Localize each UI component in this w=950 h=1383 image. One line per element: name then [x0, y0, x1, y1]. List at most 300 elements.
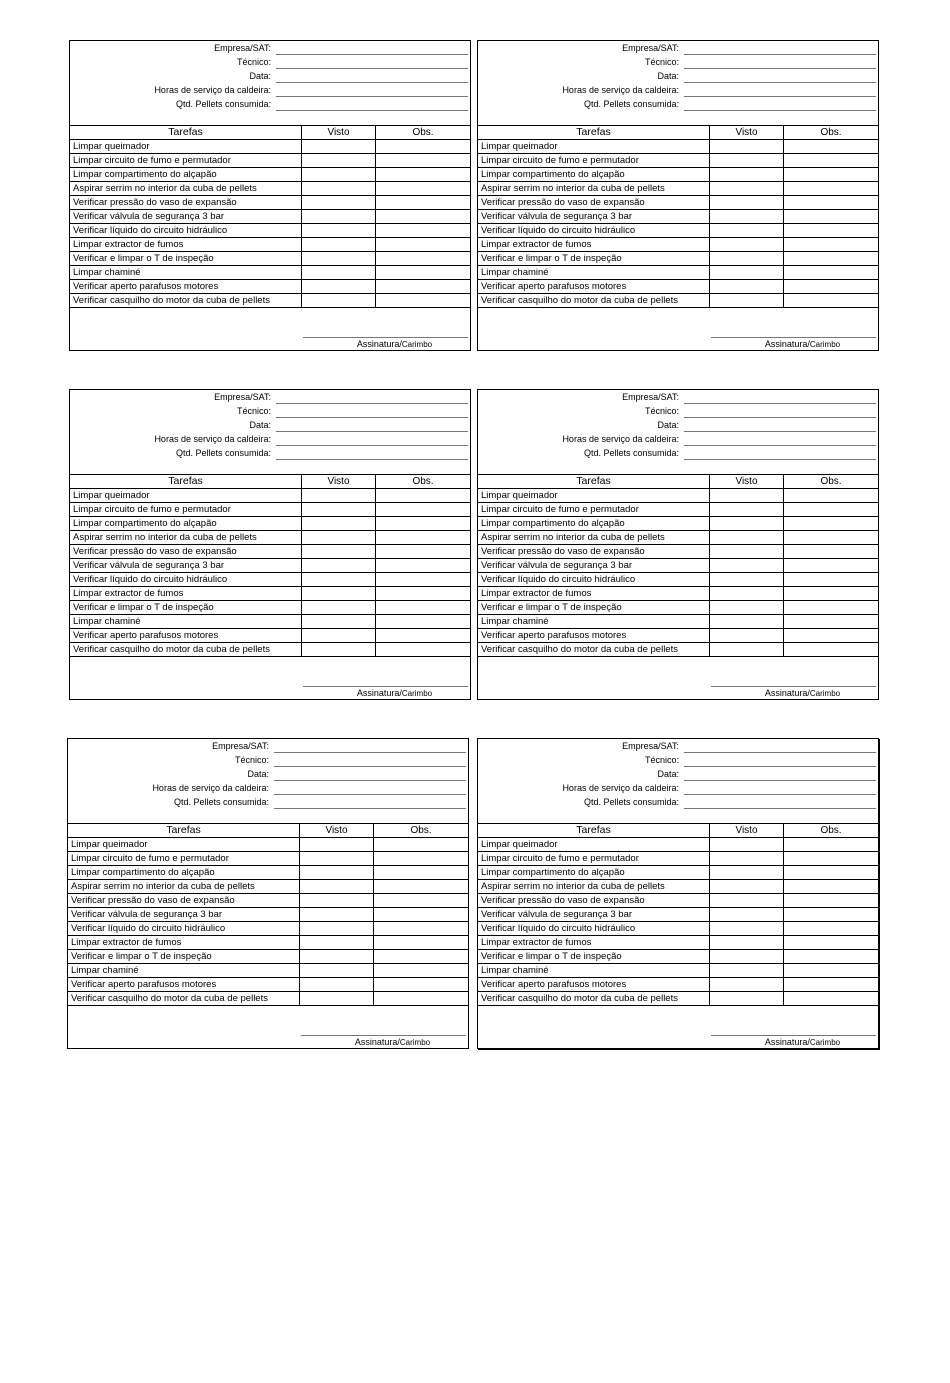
task-checked-cell[interactable]: [302, 280, 376, 294]
task-row: [70, 615, 470, 629]
task-notes-cell[interactable]: [376, 587, 471, 601]
task-row: [478, 852, 878, 866]
task-notes-cell[interactable]: [784, 643, 879, 657]
task-notes-cell[interactable]: [376, 615, 471, 629]
task-checked-cell[interactable]: [710, 894, 784, 908]
task-name: Limpar extractor de fumos: [70, 238, 302, 252]
task-checked-cell[interactable]: [300, 908, 374, 922]
task-checked-cell[interactable]: [710, 950, 784, 964]
task-name: Verificar aperto parafusos motores: [478, 978, 710, 992]
task-notes-cell[interactable]: [784, 517, 879, 531]
task-notes-cell[interactable]: [784, 140, 879, 154]
task-checked-cell[interactable]: [710, 280, 784, 294]
task-name: Limpar circuito de fumo e permutador: [478, 852, 710, 866]
task-notes-cell[interactable]: [784, 978, 879, 992]
task-row: [70, 643, 470, 657]
column-header-tasks: Tarefas: [478, 475, 710, 489]
task-row: [478, 545, 878, 559]
task-notes-cell[interactable]: [374, 964, 469, 978]
signature-text: Assinatura/: [356, 339, 402, 349]
task-notes-cell[interactable]: [376, 210, 471, 224]
fill-in-line[interactable]: [276, 82, 468, 83]
task-checked-cell[interactable]: [710, 545, 784, 559]
task-notes-cell[interactable]: [376, 196, 471, 210]
field-pellets: [478, 447, 878, 461]
task-checked-cell[interactable]: [300, 922, 374, 936]
task-checked-cell[interactable]: [710, 294, 784, 308]
task-notes-cell[interactable]: [784, 629, 879, 643]
field-label: Técnico:: [644, 57, 679, 67]
task-checked-cell[interactable]: [302, 517, 376, 531]
signature-label: [303, 688, 468, 698]
fill-in-line[interactable]: [684, 794, 876, 795]
task-checked-cell[interactable]: [710, 866, 784, 880]
field-empresa: [478, 391, 878, 405]
task-checked-cell[interactable]: [710, 182, 784, 196]
fill-in-line[interactable]: [684, 766, 876, 767]
field-horas: [68, 782, 468, 796]
task-name: Verificar e limpar o T de inspeção: [70, 601, 302, 615]
task-notes-cell[interactable]: [784, 587, 879, 601]
task-row: [68, 866, 468, 880]
column-header-tasks: Tarefas: [478, 824, 710, 838]
task-notes-cell[interactable]: [374, 950, 469, 964]
task-notes-cell[interactable]: [784, 950, 879, 964]
task-row: [478, 964, 878, 978]
task-row: [478, 880, 878, 894]
fill-in-line[interactable]: [684, 54, 876, 55]
task-checked-cell[interactable]: [710, 964, 784, 978]
field-data: [70, 419, 470, 433]
task-notes-cell[interactable]: [376, 168, 471, 182]
task-notes-cell[interactable]: [376, 140, 471, 154]
task-notes-cell[interactable]: [784, 280, 879, 294]
field-label: Horas de serviço da caldeira:: [562, 434, 679, 444]
task-notes-cell[interactable]: [374, 894, 469, 908]
task-row: [478, 615, 878, 629]
signature-line[interactable]: [711, 337, 876, 338]
task-name: Verificar casquilho do motor da cuba de pellets: [70, 643, 302, 657]
task-checked-cell[interactable]: [710, 978, 784, 992]
task-name: Verificar líquido do circuito hidráulico: [70, 573, 302, 587]
task-name: Verificar válvula de segurança 3 bar: [478, 908, 710, 922]
signature-line[interactable]: [711, 686, 876, 687]
task-notes-cell[interactable]: [376, 266, 471, 280]
task-checked-cell[interactable]: [300, 852, 374, 866]
stamp-text: Carimbo: [809, 340, 841, 349]
task-checked-cell[interactable]: [302, 629, 376, 643]
task-checked-cell[interactable]: [710, 489, 784, 503]
field-tecnico: [478, 56, 878, 70]
field-label: Empresa/SAT:: [214, 392, 271, 402]
field-label: Horas de serviço da caldeira:: [154, 85, 271, 95]
task-checked-cell[interactable]: [302, 238, 376, 252]
task-checked-cell[interactable]: [300, 894, 374, 908]
signature-line[interactable]: [303, 337, 468, 338]
task-name: Verificar casquilho do motor da cuba de pellets: [478, 643, 710, 657]
task-notes-cell[interactable]: [784, 838, 879, 852]
task-row: [68, 950, 468, 964]
task-checked-cell[interactable]: [710, 266, 784, 280]
task-notes-cell[interactable]: [784, 238, 879, 252]
field-empresa: [70, 42, 470, 56]
task-name: Limpar compartimento do alçapão: [478, 168, 710, 182]
fill-in-line[interactable]: [684, 780, 876, 781]
task-notes-cell[interactable]: [784, 503, 879, 517]
task-notes-cell[interactable]: [374, 838, 469, 852]
field-label: Horas de serviço da caldeira:: [152, 783, 269, 793]
task-checked-cell[interactable]: [710, 587, 784, 601]
fill-in-line[interactable]: [274, 780, 466, 781]
fill-in-line[interactable]: [276, 445, 468, 446]
task-checked-cell[interactable]: [710, 559, 784, 573]
field-label: Data:: [657, 420, 679, 430]
field-label: Técnico:: [644, 755, 679, 765]
task-checked-cell[interactable]: [300, 838, 374, 852]
task-checked-cell[interactable]: [302, 489, 376, 503]
task-notes-cell[interactable]: [376, 643, 471, 657]
task-name: Verificar líquido do circuito hidráulico: [68, 922, 300, 936]
task-row: [70, 182, 470, 196]
task-checked-cell[interactable]: [300, 992, 374, 1006]
task-checked-cell[interactable]: [302, 545, 376, 559]
task-notes-cell[interactable]: [784, 294, 879, 308]
task-name: Limpar compartimento do alçapão: [478, 866, 710, 880]
task-checked-cell[interactable]: [710, 880, 784, 894]
field-data: [478, 768, 878, 782]
tasks-header-row: [478, 475, 878, 489]
task-notes-cell[interactable]: [376, 238, 471, 252]
task-notes-cell[interactable]: [376, 252, 471, 266]
fill-in-line[interactable]: [684, 417, 876, 418]
field-horas: [70, 433, 470, 447]
task-notes-cell[interactable]: [376, 154, 471, 168]
task-name: Limpar compartimento do alçapão: [70, 168, 302, 182]
fill-in-line[interactable]: [274, 752, 466, 753]
task-checked-cell[interactable]: [710, 196, 784, 210]
fill-in-line[interactable]: [684, 752, 876, 753]
task-notes-cell[interactable]: [376, 280, 471, 294]
task-row: [68, 992, 468, 1006]
task-checked-cell[interactable]: [302, 266, 376, 280]
task-notes-cell[interactable]: [376, 629, 471, 643]
column-header-checked: Visto: [710, 126, 784, 140]
task-notes-cell[interactable]: [784, 894, 879, 908]
fill-in-line[interactable]: [684, 459, 876, 460]
fill-in-line[interactable]: [274, 794, 466, 795]
field-pellets: [70, 98, 470, 112]
fill-in-line[interactable]: [276, 54, 468, 55]
task-checked-cell[interactable]: [710, 224, 784, 238]
signature-line[interactable]: [711, 1035, 876, 1036]
task-notes-cell[interactable]: [784, 866, 879, 880]
fill-in-line[interactable]: [684, 96, 876, 97]
task-notes-cell[interactable]: [784, 573, 879, 587]
task-notes-cell[interactable]: [374, 852, 469, 866]
task-name: Limpar circuito de fumo e permutador: [478, 154, 710, 168]
field-label: Técnico:: [234, 755, 269, 765]
task-notes-cell[interactable]: [784, 964, 879, 978]
task-checked-cell[interactable]: [710, 140, 784, 154]
task-row: [70, 489, 470, 503]
task-notes-cell[interactable]: [374, 866, 469, 880]
field-tecnico: [478, 754, 878, 768]
tasks-header-row: [68, 824, 468, 838]
task-checked-cell[interactable]: [710, 531, 784, 545]
task-checked-cell[interactable]: [302, 224, 376, 238]
task-checked-cell[interactable]: [710, 210, 784, 224]
task-row: [478, 643, 878, 657]
task-name: Verificar casquilho do motor da cuba de pellets: [70, 294, 302, 308]
task-checked-cell[interactable]: [302, 587, 376, 601]
task-notes-cell[interactable]: [784, 182, 879, 196]
signature-label: [711, 339, 876, 349]
task-name: Verificar válvula de segurança 3 bar: [478, 559, 710, 573]
task-checked-cell[interactable]: [300, 964, 374, 978]
task-checked-cell[interactable]: [710, 615, 784, 629]
task-checked-cell[interactable]: [302, 294, 376, 308]
task-name: Limpar chaminé: [70, 615, 302, 629]
field-horas: [70, 84, 470, 98]
task-name: Limpar chaminé: [68, 964, 300, 978]
task-notes-cell[interactable]: [376, 545, 471, 559]
task-checked-cell[interactable]: [302, 615, 376, 629]
task-checked-cell[interactable]: [302, 196, 376, 210]
fill-in-line[interactable]: [684, 808, 876, 809]
task-checked-cell[interactable]: [302, 531, 376, 545]
task-checked-cell[interactable]: [302, 210, 376, 224]
field-label: Data:: [247, 769, 269, 779]
task-row: [478, 573, 878, 587]
task-row: [478, 224, 878, 238]
task-notes-cell[interactable]: [376, 601, 471, 615]
task-notes-cell[interactable]: [784, 531, 879, 545]
fill-in-line[interactable]: [276, 417, 468, 418]
field-pellets: [70, 447, 470, 461]
task-name: Aspirar serrim no interior da cuba de pellets: [70, 182, 302, 196]
task-checked-cell[interactable]: [710, 601, 784, 615]
task-name: Verificar casquilho do motor da cuba de pellets: [478, 294, 710, 308]
task-checked-cell[interactable]: [710, 908, 784, 922]
task-notes-cell[interactable]: [376, 559, 471, 573]
field-data: [70, 70, 470, 84]
task-name: Verificar e limpar o T de inspeção: [70, 252, 302, 266]
task-name: Verificar líquido do circuito hidráulico: [478, 224, 710, 238]
task-checked-cell[interactable]: [302, 140, 376, 154]
task-notes-cell[interactable]: [374, 978, 469, 992]
task-checked-cell[interactable]: [710, 629, 784, 643]
task-notes-cell[interactable]: [374, 922, 469, 936]
task-checked-cell[interactable]: [300, 950, 374, 964]
fill-in-line[interactable]: [684, 431, 876, 432]
task-row: [478, 531, 878, 545]
task-notes-cell[interactable]: [784, 559, 879, 573]
signature-text: Assinatura/: [356, 688, 402, 698]
field-empresa: [70, 391, 470, 405]
task-row: [68, 880, 468, 894]
task-notes-cell[interactable]: [784, 908, 879, 922]
field-label: Data:: [249, 420, 271, 430]
fill-in-line[interactable]: [684, 403, 876, 404]
fill-in-line[interactable]: [274, 766, 466, 767]
task-notes-cell[interactable]: [784, 992, 879, 1006]
task-checked-cell[interactable]: [302, 182, 376, 196]
task-notes-cell[interactable]: [784, 880, 879, 894]
task-checked-cell[interactable]: [302, 643, 376, 657]
task-row: [70, 196, 470, 210]
task-notes-cell[interactable]: [784, 489, 879, 503]
task-notes-cell[interactable]: [376, 224, 471, 238]
field-label: Data:: [249, 71, 271, 81]
task-checked-cell[interactable]: [302, 601, 376, 615]
task-notes-cell[interactable]: [784, 252, 879, 266]
task-name: Limpar queimador: [478, 140, 710, 154]
fill-in-line[interactable]: [684, 110, 876, 111]
task-name: Limpar chaminé: [478, 266, 710, 280]
task-notes-cell[interactable]: [784, 168, 879, 182]
task-notes-cell[interactable]: [376, 294, 471, 308]
task-name: Verificar aperto parafusos motores: [478, 280, 710, 294]
task-row: [70, 559, 470, 573]
fill-in-line[interactable]: [276, 110, 468, 111]
task-checked-cell[interactable]: [710, 252, 784, 266]
task-notes-cell[interactable]: [784, 852, 879, 866]
fill-in-line[interactable]: [276, 459, 468, 460]
column-header-notes: Obs.: [376, 475, 471, 489]
signature-label: [301, 1037, 466, 1047]
task-checked-cell[interactable]: [300, 978, 374, 992]
task-row: [70, 210, 470, 224]
field-label: Qtd. Pellets consumida:: [583, 448, 679, 458]
task-notes-cell[interactable]: [376, 489, 471, 503]
task-checked-cell[interactable]: [302, 503, 376, 517]
task-notes-cell[interactable]: [374, 992, 469, 1006]
task-checked-cell[interactable]: [710, 992, 784, 1006]
task-checked-cell[interactable]: [302, 573, 376, 587]
task-checked-cell[interactable]: [300, 936, 374, 950]
task-row: [478, 168, 878, 182]
task-name: Limpar circuito de fumo e permutador: [478, 503, 710, 517]
task-notes-cell[interactable]: [376, 573, 471, 587]
field-label: Qtd. Pellets consumida:: [173, 797, 269, 807]
field-label: Horas de serviço da caldeira:: [154, 434, 271, 444]
task-notes-cell[interactable]: [784, 545, 879, 559]
task-row: [478, 154, 878, 168]
column-header-checked: Visto: [302, 475, 376, 489]
field-empresa: [478, 42, 878, 56]
column-header-tasks: Tarefas: [478, 126, 710, 140]
task-checked-cell[interactable]: [710, 936, 784, 950]
fill-in-line[interactable]: [276, 68, 468, 69]
task-row: [70, 224, 470, 238]
task-checked-cell[interactable]: [302, 559, 376, 573]
task-checked-cell[interactable]: [302, 154, 376, 168]
task-name: Verificar e limpar o T de inspeção: [478, 950, 710, 964]
task-name: Verificar pressão do vaso de expansão: [478, 196, 710, 210]
task-notes-cell[interactable]: [784, 615, 879, 629]
task-notes-cell[interactable]: [784, 601, 879, 615]
fill-in-line[interactable]: [684, 445, 876, 446]
fill-in-line[interactable]: [684, 82, 876, 83]
task-row: [478, 978, 878, 992]
task-checked-cell[interactable]: [300, 866, 374, 880]
field-label: Empresa/SAT:: [622, 741, 679, 751]
task-notes-cell[interactable]: [376, 531, 471, 545]
task-notes-cell[interactable]: [784, 224, 879, 238]
tasks-table: [478, 125, 878, 308]
task-notes-cell[interactable]: [374, 908, 469, 922]
task-checked-cell[interactable]: [710, 573, 784, 587]
signature-line[interactable]: [303, 686, 468, 687]
task-name: Limpar queimador: [68, 838, 300, 852]
task-notes-cell[interactable]: [376, 517, 471, 531]
field-pellets: [478, 98, 878, 112]
field-pellets: [478, 796, 878, 810]
task-notes-cell[interactable]: [374, 936, 469, 950]
task-checked-cell[interactable]: [710, 154, 784, 168]
task-checked-cell[interactable]: [710, 643, 784, 657]
task-notes-cell[interactable]: [784, 922, 879, 936]
task-checked-cell[interactable]: [710, 503, 784, 517]
task-row: [70, 587, 470, 601]
fill-in-line[interactable]: [276, 403, 468, 404]
maintenance-form-card: [69, 40, 471, 351]
task-notes-cell[interactable]: [784, 196, 879, 210]
task-name: Verificar e limpar o T de inspeção: [68, 950, 300, 964]
task-name: Aspirar serrim no interior da cuba de pellets: [68, 880, 300, 894]
task-checked-cell[interactable]: [300, 880, 374, 894]
stamp-text: Carimbo: [809, 689, 841, 698]
task-name: Aspirar serrim no interior da cuba de pellets: [478, 531, 710, 545]
field-label: Técnico:: [644, 406, 679, 416]
task-row: [70, 266, 470, 280]
task-notes-cell[interactable]: [376, 503, 471, 517]
field-tecnico: [68, 754, 468, 768]
signature-line[interactable]: [301, 1035, 466, 1036]
field-horas: [478, 84, 878, 98]
task-notes-cell[interactable]: [784, 936, 879, 950]
field-label: Empresa/SAT:: [622, 43, 679, 53]
task-checked-cell[interactable]: [302, 168, 376, 182]
task-notes-cell[interactable]: [784, 154, 879, 168]
task-checked-cell[interactable]: [710, 517, 784, 531]
task-notes-cell[interactable]: [374, 880, 469, 894]
fill-in-line[interactable]: [684, 68, 876, 69]
task-row: [478, 238, 878, 252]
task-name: Aspirar serrim no interior da cuba de pellets: [478, 880, 710, 894]
fill-in-line[interactable]: [276, 96, 468, 97]
task-notes-cell[interactable]: [784, 210, 879, 224]
field-label: Horas de serviço da caldeira:: [562, 783, 679, 793]
task-row: [478, 489, 878, 503]
task-checked-cell[interactable]: [710, 852, 784, 866]
task-notes-cell[interactable]: [784, 266, 879, 280]
fill-in-line[interactable]: [276, 431, 468, 432]
task-notes-cell[interactable]: [376, 182, 471, 196]
task-checked-cell[interactable]: [710, 168, 784, 182]
task-checked-cell[interactable]: [710, 922, 784, 936]
task-checked-cell[interactable]: [302, 252, 376, 266]
task-row: [478, 196, 878, 210]
tasks-table: [70, 125, 470, 308]
task-name: Verificar e limpar o T de inspeção: [478, 252, 710, 266]
signature-text: Assinatura/: [764, 339, 810, 349]
task-checked-cell[interactable]: [710, 238, 784, 252]
task-row: [478, 266, 878, 280]
tasks-header-row: [478, 824, 878, 838]
task-checked-cell[interactable]: [710, 838, 784, 852]
fill-in-line[interactable]: [274, 808, 466, 809]
